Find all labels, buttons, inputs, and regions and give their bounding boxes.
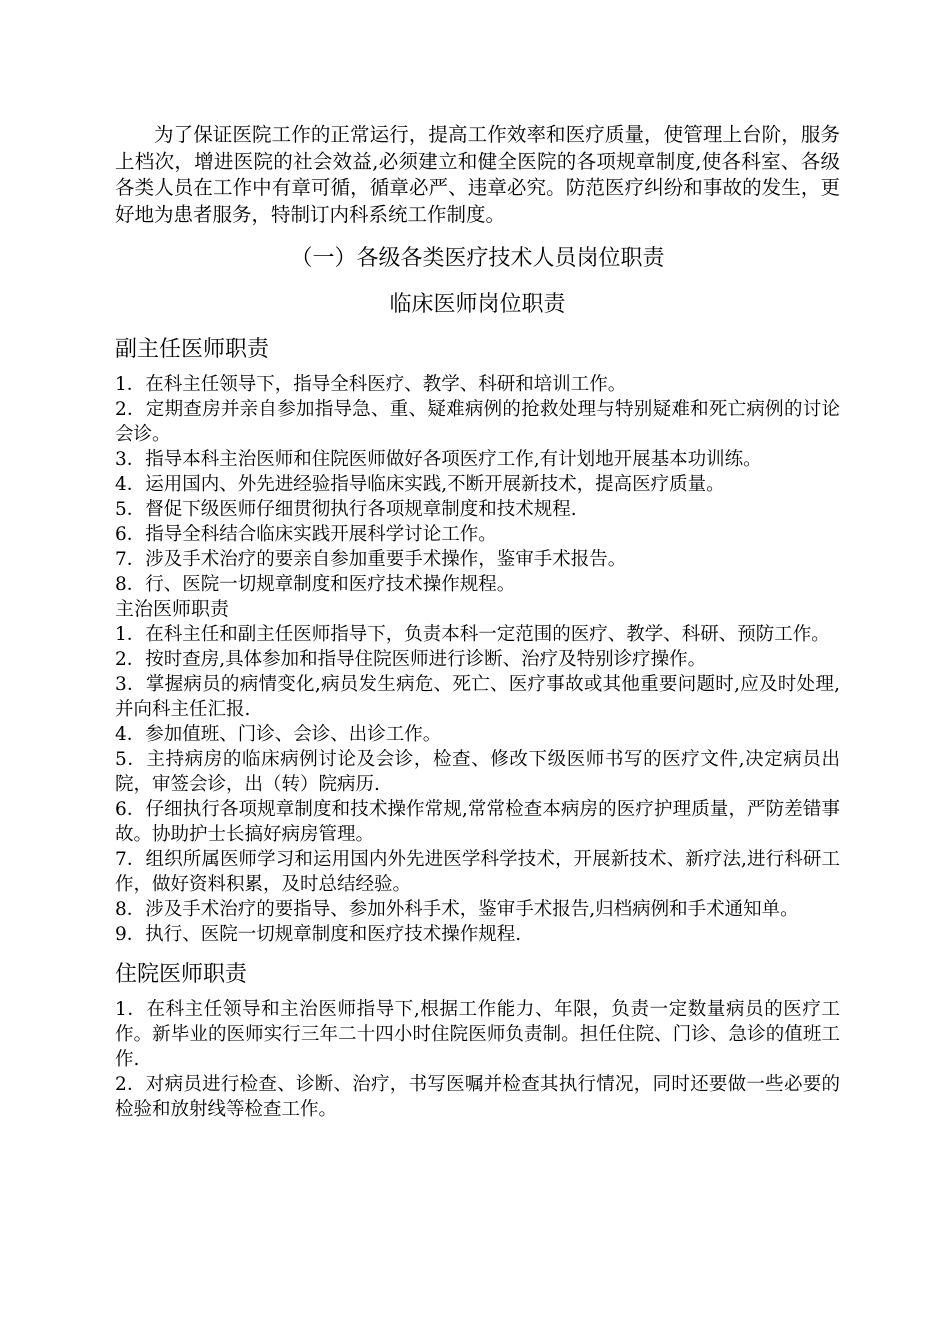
duty-item: 5．主持病房的临床病例讨论及会诊，检查、修改下级医师书写的医疗文件,决定病员出院，审签会诊，出（转）院病历. (115, 749, 840, 795)
section-title-resident: 住院医师职责 (115, 962, 248, 987)
duty-item: 1．在科主任和副主任医师指导下，负责本科一定范围的医疗、教学、科研、预防工作。 (115, 624, 830, 645)
duty-list-resident (115, 997, 840, 1122)
duty-item: 8．行、医院一切规章制度和医疗技术操作规程。 (115, 574, 516, 595)
duty-list-deputy-chief (115, 372, 840, 597)
intro-paragraph: 为了保证医院工作的正常运行，提高工作效率和医疗质量，使管理上台阶，服务上档次，增进医院的社会效益,必须建立和健全医院的各项规章制度,使各科室、各级各类人员在工作中有章可循，循章必严、违章必究。防范医疗纠纷和事故的发生，更好地为患者服务，特制订内科系统工作制度。 (115, 123, 840, 226)
duty-item: 3．掌握病员的病情变化,病员发生病危、死亡、医疗事故或其他重要问题时,应及时处理,并向科主任汇报. (115, 674, 840, 720)
section-title-deputy-chief: 副主任医师职责 (115, 337, 270, 362)
duty-item: 8．涉及手术治疗的要指导、参加外科手术，鉴审手术报告,归档病例和手术通知单。 (115, 899, 799, 920)
duty-item: 4．运用国内、外先进经验指导临床实践,不断开展新技术，提高医疗质量。 (115, 474, 725, 495)
duty-item: 1．在科主任领导和主治医师指导下,根据工作能力、年限，负责一定数量病员的医疗工作。新毕业的医师实行三年二十四小时住院医师负责制。担任住院、门诊、急诊的值班工作. (115, 999, 840, 1070)
document-page (115, 122, 840, 1122)
duty-item: 2．按时查房,具体参加和指导住院医师进行诊断、治疗及特别诊疗操作。 (115, 649, 707, 670)
duty-item: 3．指导本科主治医师和住院医师做好各项医疗工作,有计划地开展基本功训练。 (115, 449, 762, 470)
duty-item: 2．对病员进行检查、诊断、治疗，书写医嘱并检查其执行情况，同时还要做一些必要的检验和放射线等检查工作。 (115, 1074, 840, 1120)
duty-item: 4．参加值班、门诊、会诊、出诊工作。 (115, 724, 442, 745)
duty-item: 5．督促下级医师仔细贯彻执行各项规章制度和技术规程. (115, 499, 577, 520)
duty-item: 6．指导全科结合临床实践开展科学讨论工作。 (115, 524, 497, 545)
duty-list-attending (115, 622, 840, 947)
section-title-attending: 主治医师职责 (115, 598, 230, 620)
duty-item: 7．组织所属医师学习和运用国内外先进医学科学技术，开展新技术、新疗法,进行科研工作，做好资料积累，及时总结经验。 (115, 849, 840, 895)
main-heading: （一）各级各类医疗技术人员岗位职责 (290, 246, 665, 271)
duty-item: 6．仔细执行各项规章制度和技术操作常规,常常检查本病房的医疗护理质量，严防差错事故。协助护士长搞好病房管理。 (115, 799, 840, 845)
duty-item: 9．执行、医院一切规章制度和医疗技术操作规程. (115, 924, 522, 945)
duty-item: 2．定期查房并亲自参加指导急、重、疑难病例的抢救处理与特别疑难和死亡病例的讨论会诊。 (115, 399, 840, 445)
duty-item: 7．涉及手术治疗的要亲自参加重要手术操作，鉴审手术报告。 (115, 549, 627, 570)
sub-heading: 临床医师岗位职责 (389, 292, 566, 317)
duty-item: 1．在科主任领导下，指导全科医疗、教学、科研和培训工作。 (115, 374, 627, 395)
